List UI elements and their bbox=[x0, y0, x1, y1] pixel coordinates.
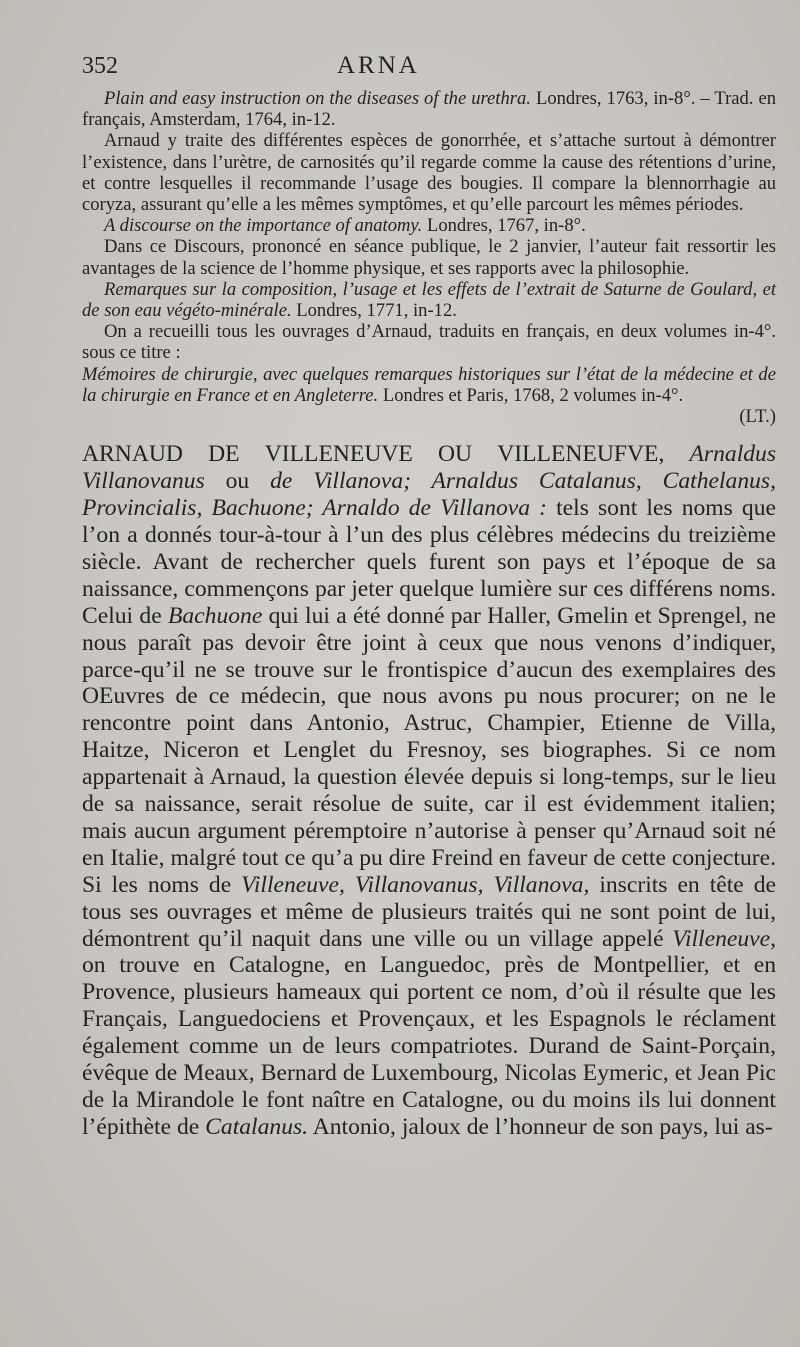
page-number: 352 bbox=[82, 53, 118, 79]
name-reference: Bachuone bbox=[167, 602, 263, 629]
conjunction: ou bbox=[225, 468, 250, 495]
particle: de bbox=[270, 468, 293, 495]
body-text: tels sont les noms que l’on a donnés tour-à-tour à l’un des plus célèbres médecins du treizième siècle. Avant de rechercher quels furent son pays et l’époque de sa naissance, commençons par jeter quelque lumière sur ces différens noms. Celui de bbox=[82, 495, 776, 629]
bibliography-item bbox=[82, 279, 776, 321]
publication-info: Londres et Paris, 1768, 2 volumes in-4°. bbox=[382, 384, 684, 406]
name-variants: Villanova; Arnaldus Catalanus, Cathelanus, Provincialis, Bachuone; Arnaldo de Villanova : bbox=[82, 468, 776, 522]
publication-info: Londres, 1771, in-12. bbox=[296, 300, 457, 322]
body-text: on trouve en Catalogne, en Languedoc, près de Montpellier, et en Provence, plusieurs hameaux qui portent ce nom, d’où il résulte que les Français, Languedociens et Provençaux, et les Espagnols le réclament également comme un de leurs compatriotes. Durand de Saint-Porçain, évêque de Meaux, Bernard de Luxembourg, Nicolas Eymeric, et Jean Pic de la Mirandole le font naître en Catalogne, ou du moins ils lui donnent l’épithète de bbox=[82, 952, 776, 1140]
name-reference: Villeneuve, Villanovanus, Villanova, bbox=[241, 871, 590, 898]
main-entry bbox=[82, 441, 776, 1141]
work-description: Arnaud y traite des différentes espèces de gonorrhée, et s’attache surtout à démontrer l’existence, dans l’urètre, de carnosités qu’il regarde comme la cause des rétentions d’urine, et contre lesquelles il recommande l’usage des bougies. Il compare la blennorrhagie au coryza, assurant qu’elle a les mêmes symptômes, et qu’elle parcourt les mêmes périodes. bbox=[82, 130, 776, 216]
name-reference: Catalanus. bbox=[205, 1113, 309, 1140]
work-title: A discourse on the importance of anatomy. bbox=[104, 215, 423, 237]
work-description: On a recueilli tous les ouvrages d’Arnaud, traduits en français, en deux volumes in-4°. sous ce titre : bbox=[82, 321, 776, 364]
publication-info: Londres, 1763, in-8°. – Trad. en français, Amsterdam, 1764, in-12. bbox=[82, 88, 777, 131]
work-title: Remarques sur la composition, l’usage et les effets de l’extrait de Saturne de Goulard, et de son eau végéto-minérale. bbox=[82, 278, 776, 322]
bibliography-item bbox=[82, 88, 776, 130]
body-text: Antonio, jaloux de l’honneur de son pays, lui as- bbox=[312, 1113, 773, 1140]
running-head: ARNA bbox=[337, 52, 420, 79]
headword: ARNAUD bbox=[82, 441, 183, 468]
previous-entry-bibliography bbox=[82, 88, 776, 427]
entry-paragraph: ARNAUD DE VILLENEUVE OU VILLENEUFVE, Arnaldus Villanovanus ou de Villanova; Arnaldus Catalanus, Cathelanus, Provincialis, Bachuone; Arnaldo de Villanova : tels sont les noms que l’on a donnés tour-à-tour à l’un des plus célèbres médecins du treizième siècle. Avant de rechercher quels furent son pays et l’époque de sa naissance, commençons par jeter quelque lumière sur ces différens noms. Celui de Bachuone qui lui a été donné par Haller, Gmelin et Sprengel, ne nous paraît pas devoir être joint à ceux que nous venons d’indiquer, parce-qu’il ne se trouve sur le frontispice d’aucun des exemplaires des OEuvres de ce médecin, que nous avons pu nous procurer; on ne le rencontre point dans Antonio, Astruc, Champier, Etienne de Villa, Haitze, Niceron et Lenglet du Fresnoy, ses biographes. Si ce nom appartenait à Arnaud, la question élevée depuis si long-temps, sur le lieu de sa naissance, serait résolue de suite, car il est évidemment italien; mais aucun argument péremptoire n’autorise à penser qu’Arnaud soit né en Italie, malgré tout ce qu’a pu dire Freind en faveur de cette conjecture. Si les noms de Villeneuve, Villanovanus, Villanova, inscrits en tête de tous ses ouvrages et même de plusieurs traités qui ne sont point de lui, démontrent qu’il naquit dans une ville ou un village appelé Villeneuve, on trouve en Catalogne, en Languedoc, près de Montpellier, et en Provence, plusieurs hameaux qui portent ce nom, d’où il résulte que les Français, Languedociens et Provençaux, et les Espagnols le réclament également comme un de leurs compatriotes. Durand de Saint-Porçain, évêque de Meaux, Bernard de Luxembourg, Nicolas Eymeric, et Jean Pic de la Mirandole le font naître en Catalogne, ou du moins ils lui donnent l’épithète de Catalanus. Antonio, jaloux de l’honneur de son pays, lui as- bbox=[82, 441, 777, 1140]
name-reference: Villeneuve, bbox=[672, 925, 776, 952]
page-header bbox=[82, 52, 776, 88]
work-title: Plain and easy instruction on the diseases of the urethra. bbox=[104, 88, 531, 109]
body-text: qui lui a été donné par Haller, Gmelin et Sprengel, ne nous paraît pas devoir être joint à ceux que nous venons d’indiquer, parce-qu’il ne se trouve sur le frontispice d’aucun des exemplaires des OEuvres de ce médecin, que nous avons pu nous procurer; on ne le rencontre point dans Antonio, Astruc, Champier, Etienne de Villa, Haitze, Niceron et Lenglet du Fresnoy, ses biographes. Si ce nom appartenait à Arnaud, la question élevée depuis si long-temps, sur le lieu de sa naissance, serait résolue de suite, car il est évidemment italien; mais aucun argument péremptoire n’autorise à penser qu’Arnaud soit né en Italie, malgré tout ce qu’a pu dire Freind en faveur de cette conjecture. Si les noms de bbox=[82, 602, 776, 898]
body-text: inscrits en tête de tous ses ouvrages et même de plusieurs traités qui ne sont point de lui, démontrent qu’il naquit dans une ville ou un village appelé bbox=[82, 871, 776, 952]
headword-connector: OU bbox=[437, 441, 473, 468]
headword-connector: DE bbox=[208, 441, 240, 468]
latin-name: Arnaldus Villanovanus bbox=[82, 441, 777, 495]
signature-row bbox=[82, 406, 776, 427]
work-description: Dans ce Discours, prononcé en séance publique, le 2 janvier, l’auteur fait ressortir les avantages de la science de l’homme physique, et ses rapports avec la philosophie. bbox=[82, 236, 776, 279]
headword-variant: VILLENEUFVE bbox=[497, 441, 659, 468]
author-signature: (LT.) bbox=[739, 406, 776, 428]
bibliography-item bbox=[82, 364, 776, 406]
work-title: Mémoires de chirurgie, avec quelques remarques historiques sur l’état de la médecine et de la chirurgie en France et en Angleterre. bbox=[82, 363, 776, 406]
bibliography-item bbox=[82, 215, 776, 236]
headword-variant: VILLENEUVE bbox=[264, 441, 413, 468]
publication-info: Londres, 1767, in-8°. bbox=[426, 215, 586, 237]
